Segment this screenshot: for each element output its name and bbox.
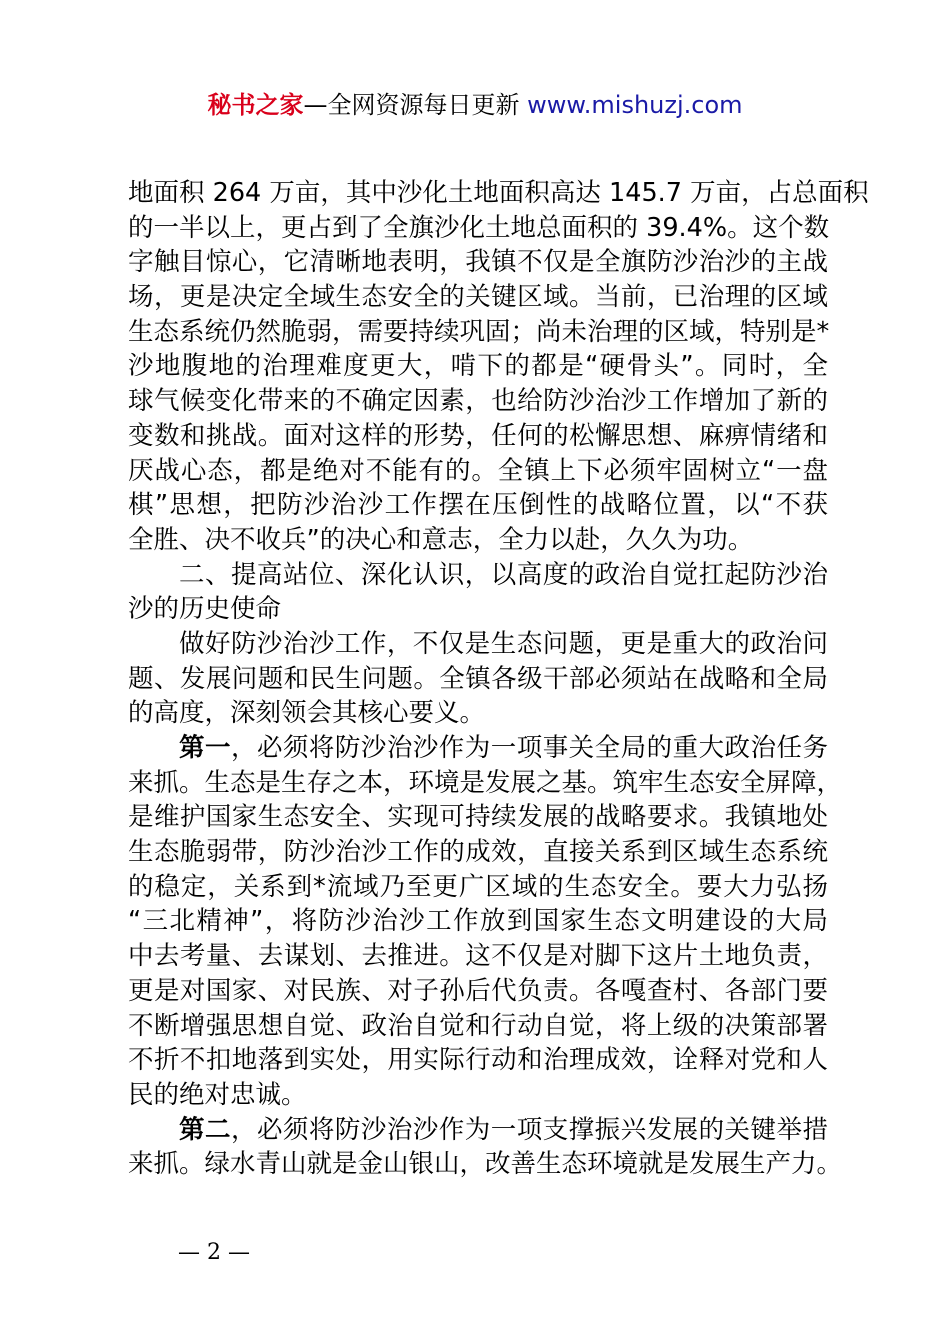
site-slogan: —全网资源每日更新 bbox=[303, 91, 520, 119]
paragraph-2 bbox=[128, 627, 828, 731]
text-line: 是维护国家生态安全、实现可持续发展的战略要求。我镇地处 bbox=[128, 802, 828, 833]
text-line: 来抓。绿水青山就是金山银山，改善生态环境就是发展生产力。 bbox=[128, 1149, 843, 1180]
text-line: 的一半以上，更占到了全旗沙化土地总面积的 39.4%。这个数 bbox=[128, 212, 830, 243]
document-body bbox=[128, 176, 869, 1182]
paragraph-1 bbox=[128, 176, 869, 558]
page-number: — 2 — bbox=[178, 1240, 250, 1265]
point-lead-first: 第一 bbox=[179, 733, 231, 763]
text-line: 民的绝对忠诚。 bbox=[128, 1079, 307, 1110]
text-line: 来抓。生态是生存之本，环境是发展之基。筑牢生态安全屏障， bbox=[128, 767, 843, 798]
text-line: 地面积 264 万亩，其中沙化土地面积高达 145.7 万亩，占总面积 bbox=[128, 178, 869, 208]
point-lead-second: 第二 bbox=[179, 1114, 231, 1145]
text-line: 全胜、决不收兵”的决心和意志，全力以赴，久久为功。 bbox=[128, 524, 754, 555]
text-line: 变数和挑战。面对这样的形势，任何的松懈思想、麻痹情绪和 bbox=[128, 420, 828, 451]
site-header bbox=[0, 88, 950, 122]
text-line: 做好防沙治沙工作，不仅是生态问题，更是重大的政治问 bbox=[179, 628, 828, 659]
text-line: 不断增强思想自觉、政治自觉和行动自觉，将上级的决策部署 bbox=[128, 1010, 828, 1041]
text-line: 棋”思想，把防沙治沙工作摆在压倒性的战略位置，以“不获 bbox=[128, 490, 828, 521]
text-line: 中去考量、去谋划、去推进。这不仅是对脚下这片土地负责， bbox=[128, 941, 828, 972]
heading-line: 二、提高站位、深化认识，以高度的政治自觉扛起防沙治 bbox=[179, 559, 828, 590]
paragraph-4 bbox=[128, 1113, 843, 1182]
text-line bbox=[128, 1113, 828, 1148]
text-line: 生态系统仍然脆弱，需要持续巩固；尚未治理的区域，特别是* bbox=[128, 316, 830, 347]
point-text: ，必须将防沙治沙作为一项支撑振兴发展的关键举措 bbox=[230, 1114, 828, 1145]
site-url-link[interactable]: www.mishuzj.com bbox=[527, 91, 743, 119]
text-line: 更是对国家、对民族、对子孙后代负责。各嘎查村、各部门要 bbox=[128, 975, 828, 1006]
text-line: 厌战心态，都是绝对不能有的。全镇上下必须牢固树立“一盘 bbox=[128, 455, 828, 486]
site-brand: 秘书之家 bbox=[207, 91, 304, 119]
text-line bbox=[128, 731, 828, 766]
text-line: 生态脆弱带，防沙治沙工作的成效，直接关系到区域生态系统 bbox=[128, 837, 828, 868]
text-line: 的高度，深刻领会其核心要义。 bbox=[128, 698, 486, 729]
heading-line: 沙的历史使命 bbox=[128, 594, 282, 625]
text-line: “三北精神”，将防沙治沙工作放到国家生态文明建设的大局 bbox=[128, 906, 828, 937]
text-line: 字触目惊心，它清晰地表明，我镇不仅是全旗防沙治沙的主战 bbox=[128, 247, 828, 278]
text-line: 题、发展问题和民生问题。全镇各级干部必须站在战略和全局 bbox=[128, 663, 828, 694]
text-line: 球气候变化带来的不确定因素，也给防沙治沙工作增加了新的 bbox=[128, 386, 828, 417]
section-heading bbox=[128, 558, 828, 627]
point-text: ，必须将防沙治沙作为一项事关全局的重大政治任务 bbox=[230, 733, 828, 763]
text-line: 沙地腹地的治理难度更大，啃下的都是“硬骨头”。同时，全 bbox=[128, 351, 828, 382]
text-line: 的稳定，关系到*流域乃至更广区域的生态安全。要大力弘扬 bbox=[128, 871, 828, 902]
text-line: 场，更是决定全域生态安全的关键区域。当前，已治理的区域 bbox=[128, 282, 828, 313]
text-line: 不折不扣地落到实处，用实际行动和治理成效，诠释对党和人 bbox=[128, 1045, 828, 1076]
paragraph-3 bbox=[128, 731, 843, 1113]
